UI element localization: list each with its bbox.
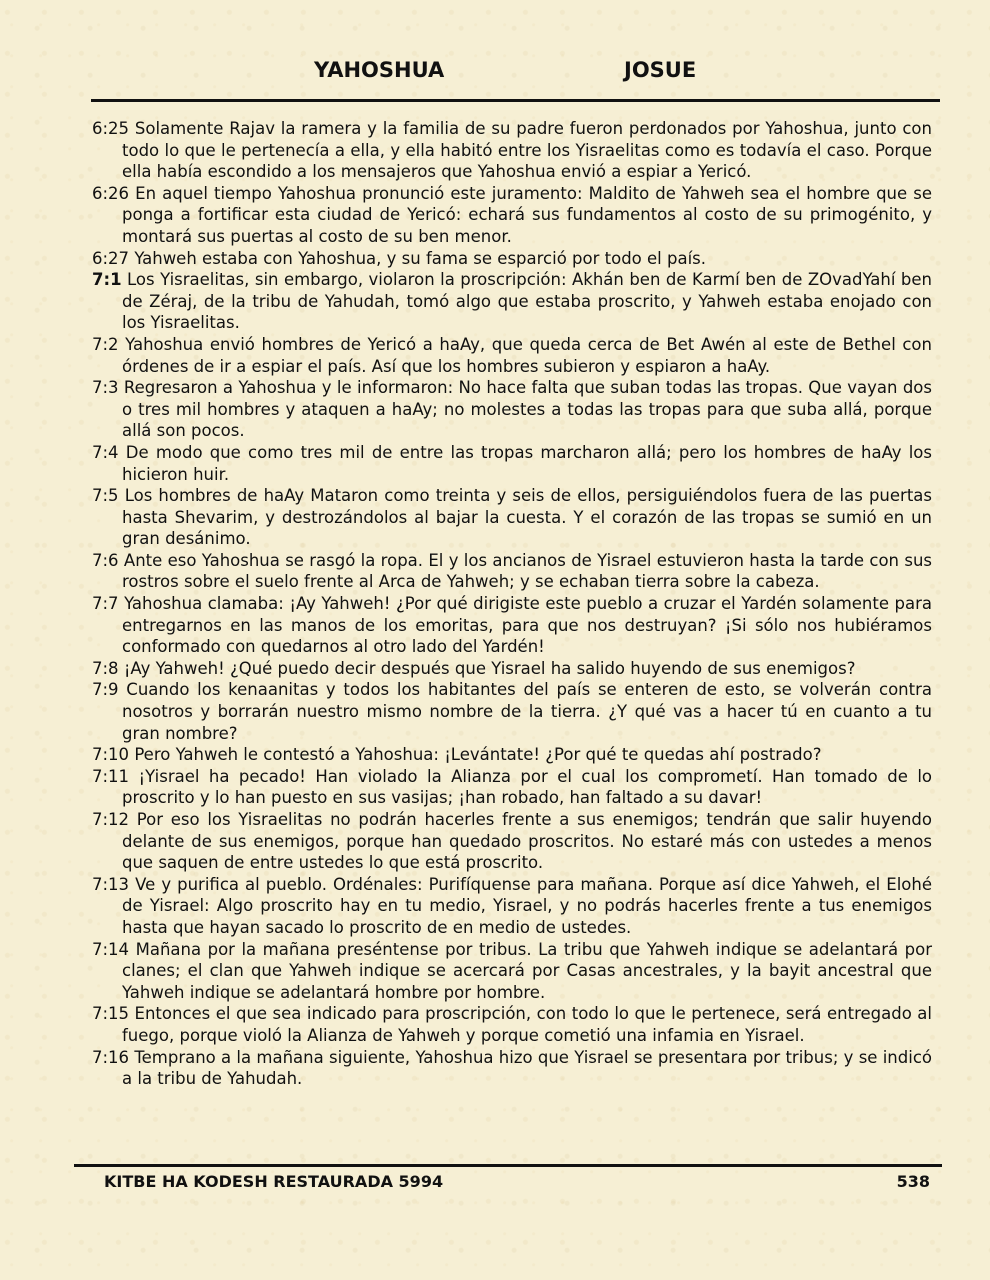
verse-text: Los Yisraelitas, sin embargo, violaron la proscripción: Akhán ben de Karmí ben de ZOvadYahí ben de Zéraj, de la tribu de Yahudah, tomó algo que estaba proscrito, y Yahweh estaba enojado con los Yisraelitas. [122, 270, 932, 333]
verse-text: Temprano a la mañana siguiente, Yahoshua hizo que Yisrael se presentara por tribus; y se indicó a la tribu de Yahudah. [122, 1047, 932, 1089]
verse [92, 744, 932, 766]
verse [92, 442, 932, 485]
verse-ref: 7:14 [92, 939, 130, 959]
verse-ref: 7:13 [92, 874, 130, 894]
verse [92, 658, 932, 680]
verse-ref: 6:26 [92, 183, 130, 203]
verse-text: Cuando los kenaanitas y todos los habitantes del país se enteren de esto, se volverán contra nosotros y borrarán nuestro mismo nombre de la tierra. ¿Y qué vas a hacer tú en cuanto a tu gran nombre? [122, 680, 932, 743]
verse [92, 766, 932, 809]
verse-text: Por eso los Yisraelitas no podrán hacerles frente a sus enemigos; tendrán que salir huyendo delante de sus enemigos, porque han quedado proscritos. No estaré más con ustedes a menos que saquen de entre ustedes lo que está proscrito. [122, 810, 933, 873]
verse-ref: 7:2 [92, 334, 119, 354]
verse-ref: 7:6 [92, 550, 119, 570]
verse-text: Ve y purifica al pueblo. Ordénales: Purifíquense para mañana. Porque así dice Yahweh, el Elohé de Yisrael: Algo proscrito hay en tu medio, Yisrael, y no podrás hacerles frente a tus enemigos hasta que hayan sacado lo proscrito de en medio de ustedes. [122, 874, 932, 937]
verse-text: Entonces el que sea indicado para proscripción, con todo lo que le pertenece, será entregado al fuego, porque violó la Alianza de Yahweh y porque cometió una infamia en Yisrael. [122, 1004, 932, 1045]
verse-text: Yahoshua clamaba: ¡Ay Yahweh! ¿Por qué dirigiste este pueblo a cruzar el Yardén solamente para entregarnos en las manos de los emoritas, para que nos destruyan? ¡Si sólo nos hubiéramos conformado con quedarnos al otro lado del Yardén! [122, 594, 932, 657]
verse-ref: 7:5 [92, 486, 119, 506]
header-divider [91, 99, 940, 102]
verse-ref: 7:3 [92, 378, 119, 398]
verse-text: ¡Ay Yahweh! ¿Qué puedo decir después que Yisrael ha salido huyendo de sus enemigos? [123, 658, 856, 678]
verse-text: ¡Yisrael ha pecado! Han violado la Alianza por el cual los comprometí. Han tomado de lo proscrito y lo han puesto en sus vasijas; ¡han robado, han faltado a su davar! [122, 766, 933, 808]
verse-ref: 7:1 [92, 270, 122, 290]
verse [92, 183, 932, 248]
verse-ref: 7:7 [92, 594, 119, 614]
verse-text: En aquel tiempo Yahoshua pronunció este juramento: Maldito de Yahweh sea el hombre que se ponga a fortificar esta ciudad de Yericó: echará sus fundamentos al costo de su primogénito, y montará sus puertas al costo de su ben menor. [122, 183, 932, 246]
verse-text: De modo que como tres mil de entre las tropas marcharon allá; pero los hombres de haAy los hicieron huir. [122, 442, 932, 484]
page-header [0, 58, 990, 90]
verse-text: Yahoshua envió hombres de Yericó a haAy, que queda cerca de Bet Awén al este de Bethel con órdenes de ir a espiar el país. Así que los hombres subieron y espiaron a haAy. [122, 334, 932, 376]
verse-text: Mañana por la mañana preséntense por tribus. La tribu que Yahweh indique se adelantará por clanes; el clan que Yahweh indique se acercará por Casas ancestrales, y la bayit ancestral que Yahweh indique se adelantará hombre por hombre. [122, 939, 933, 1002]
verse-ref: 6:27 [92, 248, 130, 268]
verse-ref: 6:25 [92, 119, 130, 138]
verse [92, 1047, 932, 1090]
verse-text: Yahweh estaba con Yahoshua, y su fama se esparció por todo el país. [134, 248, 707, 268]
verse [92, 377, 932, 442]
verse [92, 679, 932, 744]
verse [92, 593, 932, 658]
verse-text: Pero Yahweh le contestó a Yahoshua: ¡Levántate! ¿Por qué te quedas ahí postrado? [134, 745, 822, 765]
verse-ref: 7:15 [92, 1004, 130, 1024]
footer-divider [74, 1164, 942, 1167]
verse [92, 939, 932, 1004]
verse-text: Regresaron a Yahoshua y le informaron: No hace falta que suban todas las tropas. Que vayan dos o tres mil hombres y ataquen a haAy; no molestes a todas las tropas para que suba allá, porque allá son pocos. [122, 378, 932, 441]
verse-ref: 7:10 [92, 745, 130, 765]
verse [92, 809, 932, 874]
verse [92, 485, 932, 550]
verse-text: Solamente Rajav la ramera y la familia de su padre fueron perdonados por Yahoshua, junto con todo lo que le pertenecía a ella, y ella habitó entre los Yisraelitas como es todavía el caso. Porque ella había escondido a los mensajeros que Yahoshua envió a espiar a Yericó. [122, 119, 932, 182]
verse-ref: 7:4 [92, 442, 119, 462]
verse-ref: 7:11 [92, 766, 130, 786]
scripture-body [92, 118, 932, 1090]
verse [92, 874, 932, 939]
verse-ref: 7:16 [92, 1047, 130, 1067]
footer-book-title: KITBE HA KODESH RESTAURADA 5994 [104, 1172, 444, 1191]
verse [92, 248, 932, 270]
verse-ref: 7:12 [92, 810, 130, 829]
header-title-right: JOSUE [624, 58, 697, 82]
verse-ref: 7:9 [92, 680, 119, 700]
verse [92, 1003, 932, 1046]
verse [92, 550, 932, 593]
footer-page-number: 538 [896, 1172, 930, 1191]
header-title-left: YAHOSHUA [314, 58, 445, 82]
verse [92, 118, 932, 183]
verse [92, 334, 932, 377]
verse-text: Los hombres de haAy Mataron como treinta y seis de ellos, persiguiéndolos fuera de las puertas hasta Shevarim, y destrozándolos al bajar la cuesta. Y el corazón de las tropas se sumió en un gran desánimo. [122, 486, 932, 549]
verse-ref: 7:8 [92, 658, 119, 678]
verse-text: Ante eso Yahoshua se rasgó la ropa. El y los ancianos de Yisrael estuvieron hasta la tarde con sus rostros sobre el suelo frente al Arca de Yahweh; y se echaban tierra sobre la cabeza. [122, 550, 932, 592]
verse [92, 269, 932, 334]
